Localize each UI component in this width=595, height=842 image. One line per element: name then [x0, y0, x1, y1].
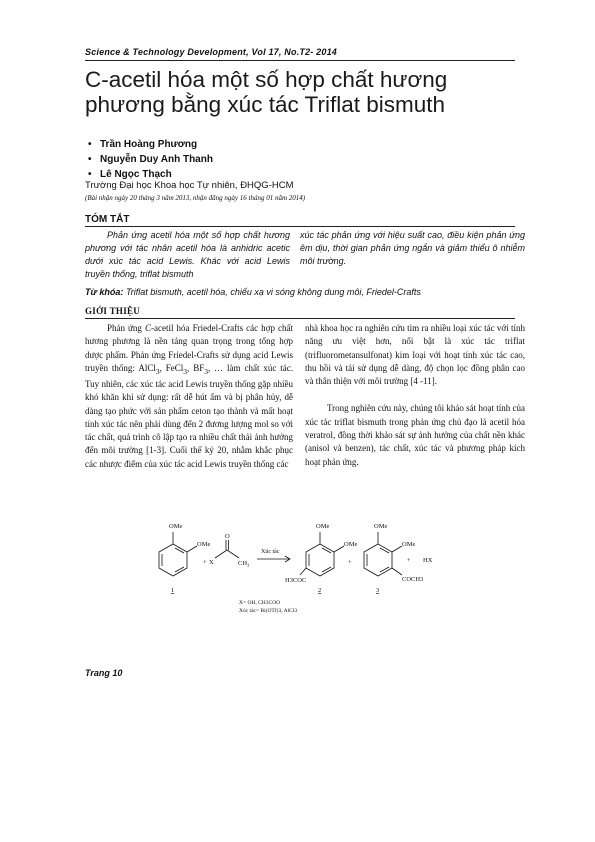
plus-sign: + — [348, 559, 352, 566]
reaction-scheme — [145, 512, 455, 627]
reaction-arrow — [257, 556, 290, 562]
text-run: , … làm chất xúc tác. Tuy nhiên, các xúc tác acid Lewis truyền thống gặp nhiều khó khăn khi sử dụng: rất dễ hút ẩm và bị phân hủy, dễ dàng tạo phức với sản phẩm ceton tạo thành và mất hoạt tính xúc tác nên phải dùng đến 2 đương lượng mol so với tác chất, quá trình cô lập tạo ra nhiều chất thải ảnh hưởng đến môi trường [1-3]. Cuối thế kỷ 20, nhằm khắc phục các nhược điểm của xúc tác acid Lewis truyền thống các — [85, 362, 294, 469]
benzene-ring-1 — [159, 532, 197, 576]
scheme-note: Xúc tác= Bi(OTf)3, AlCl3 — [239, 608, 298, 614]
x-label: X — [209, 559, 214, 566]
text-run: , — [159, 362, 166, 373]
subscript: 3 — [247, 562, 250, 568]
ome-label: OMe — [344, 541, 358, 548]
abstract-column-left: Phản ứng acetil hóa một số hợp chất hương phương với tác nhân acetil hóa là anhidric acetic dưới xúc tác acid Lewis. Khác với acid Lewis truyền thống, triflat bismuth — [85, 230, 290, 279]
author-item — [88, 152, 213, 167]
compound-number: 3 — [376, 587, 380, 594]
ome-label: OMe — [316, 523, 330, 530]
page-number: Trang 10 — [85, 668, 123, 678]
author-name: Trần Hoàng Phương — [100, 139, 198, 150]
text-run: CH — [238, 560, 248, 567]
author-name: Nguyễn Duy Anh Thanh — [100, 154, 213, 165]
text-run: C — [145, 323, 152, 333]
abstract-heading: TÓM TẮT — [85, 214, 130, 225]
scheme-note: X= OH, CH3COO — [239, 600, 281, 606]
text-run: FeCl — [165, 362, 184, 373]
journal-header: Science & Technology Development, Vol 17, No.T2- 2014 — [85, 47, 338, 57]
keywords-label: Từ khóa: — [85, 287, 124, 297]
intro-heading: GIỚI THIỆU — [85, 306, 141, 316]
methyl-label — [238, 560, 250, 568]
ome-label: OMe — [402, 541, 416, 548]
affiliation: Trường Đại học Khoa học Tự nhiên, ĐHQG-HCM — [85, 180, 294, 191]
subscript: 3 — [204, 366, 208, 376]
intro-rule — [85, 318, 515, 319]
bullet-icon: • — [88, 154, 92, 165]
benzene-ring-3 — [364, 532, 402, 576]
text-run: , — [187, 362, 194, 373]
catalyst-label: Xúc tác — [261, 549, 280, 555]
author-item — [88, 137, 213, 152]
subscript: 3 — [155, 366, 160, 376]
compound-number: 1 — [171, 587, 175, 594]
bullet-icon: • — [88, 139, 92, 150]
intro-paragraph: Trong nghiên cứu này, chúng tôi khảo sát hoạt tính của xúc tác triflat bismuth trong phản ứng chủ đạo là acetil hóa veratrol, đồng thời khảo sát sự ảnh hưởng của chất nền khác (anisol và benzen), tác chất, xúc tác và phương pháp kích hoạt phản ứng. — [305, 403, 525, 467]
received-dates: (Bài nhận ngày 20 tháng 3 năm 2013, nhận đăng ngày 16 tháng 01 năm 2014) — [85, 194, 306, 202]
author-list — [88, 137, 213, 182]
ome-label: OMe — [374, 523, 388, 530]
header-rule — [85, 60, 515, 61]
oxygen-label: O — [225, 533, 230, 540]
plus-sign: + — [407, 557, 411, 564]
intro-paragraph — [85, 322, 293, 471]
intro-column-right — [305, 322, 525, 469]
benzene-ring-2 — [300, 532, 344, 576]
abstract-column-right: xúc tác phản ứng với hiệu suất cao, điều kiện phản ứng êm dịu, thời gian phản ứng ngắn và giảm thiểu ô nhiễm môi trường. — [300, 230, 525, 266]
keywords-text: Triflat bismuth, acetil hóa, chiếu xạ vi sóng không dung môi, Friedel-Crafts — [123, 287, 421, 297]
acetyl-group-label: COCH3 — [402, 576, 424, 583]
text-run: Phản ứng — [107, 323, 145, 333]
subscript: 3 — [183, 366, 188, 376]
bullet-icon: • — [88, 169, 92, 180]
abstract-rule — [85, 226, 515, 227]
ome-label: OMe — [169, 523, 183, 530]
ome-label: OMe — [197, 541, 211, 548]
hx-label: HX — [423, 557, 433, 564]
author-name: Lê Ngọc Thạch — [100, 169, 172, 180]
text-run: -acetil hóa Friedel-Crafts các hợp chất hương phương là nền tảng quan trọng trong tổng hợp dược phẩm. Phản ứng Friedel-Crafts sử dụng acid Lewis truyền thống: AlCl — [85, 323, 293, 373]
intro-column-left — [85, 322, 293, 471]
acetyl-reagent — [215, 540, 239, 558]
plus-sign: + — [203, 559, 207, 566]
text-run: BF — [193, 362, 205, 373]
article-title: C-acetil hóa một số hợp chất hương phương bằng xúc tác Triflat bismuth — [85, 67, 448, 117]
intro-paragraph: nhà khoa học ra nghiên cứu tìm ra nhiều loại xúc tác với tính năng ưu việt hơn, nổi bật là xúc tác triflat (trifluorometansulfonat) kim loại với hoạt tính xúc tác cao, thu hồi và tái sử dụng dễ dàng, độ chọn lọc đồng phân cao và thân thiện với môi trường [4 -11]. — [305, 323, 525, 387]
compound-number: 2 — [318, 587, 322, 594]
acetyl-group-label: H3COC — [285, 577, 307, 584]
keywords — [85, 286, 525, 299]
